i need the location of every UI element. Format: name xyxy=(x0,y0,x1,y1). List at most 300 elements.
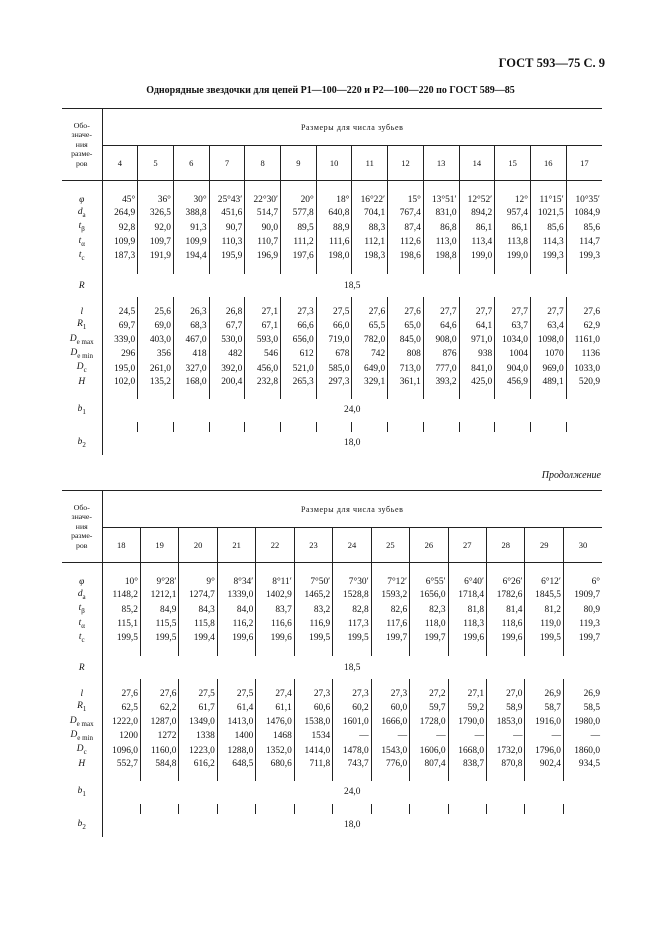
spacer xyxy=(138,389,174,399)
value-cell: 577,8 xyxy=(281,207,317,221)
value-cell: 117,3 xyxy=(333,618,371,632)
value-cell: 1796,0 xyxy=(525,744,563,758)
teeth-count: 26 xyxy=(410,528,448,563)
spacer-row xyxy=(62,563,602,578)
value-cell: 199,6 xyxy=(256,632,294,646)
value-cell: 782,0 xyxy=(352,334,388,348)
symbol-letter: D xyxy=(70,730,78,740)
common-value-row xyxy=(62,781,602,804)
common-value: 24,0 xyxy=(102,399,602,422)
value-cell: 68,3 xyxy=(173,319,209,333)
value-cell: — xyxy=(525,730,563,744)
value-cell: 552,7 xyxy=(102,759,140,771)
spacer xyxy=(530,181,566,196)
value-cell: 24,5 xyxy=(102,307,138,319)
value-cell: 704,1 xyxy=(352,207,388,221)
value-cell: 199,5 xyxy=(525,632,563,646)
row-symbol xyxy=(62,701,102,715)
value-cell: 36° xyxy=(138,195,174,207)
value-cell: 61,7 xyxy=(179,701,217,715)
value-cell: 7°30′ xyxy=(333,577,371,589)
value-cell: 530,0 xyxy=(209,334,245,348)
table-title: Однорядные звездочки для цепей Р1—100—220 и Р2—100—220 по ГОСТ 589—85 xyxy=(146,85,515,96)
value-cell: 1084,9 xyxy=(566,207,602,221)
value-cell: 90,0 xyxy=(245,221,281,235)
value-cell: 86,1 xyxy=(459,221,495,235)
symbol-letter: t xyxy=(78,250,82,260)
value-cell: 118,0 xyxy=(410,618,448,632)
spacer xyxy=(530,297,566,307)
value-cell: 1543,0 xyxy=(371,744,409,758)
value-cell: 64,6 xyxy=(423,319,459,333)
value-cell: 199,3 xyxy=(530,250,566,264)
spacer xyxy=(423,389,459,399)
value-cell: 30° xyxy=(173,195,209,207)
value-cell: 265,3 xyxy=(281,377,317,389)
spacer xyxy=(62,264,102,274)
spacer xyxy=(245,264,281,274)
teeth-count: 23 xyxy=(294,528,332,563)
value-cell: 1349,0 xyxy=(179,716,217,730)
value-cell: 845,0 xyxy=(388,334,424,348)
spacer xyxy=(256,646,294,656)
spacer xyxy=(281,264,317,274)
value-cell: 418 xyxy=(173,348,209,362)
value-cell: 6°12′ xyxy=(525,577,563,589)
value-cell: 191,9 xyxy=(138,250,174,264)
value-cell: 66,0 xyxy=(316,319,352,333)
symbol-subscript: 1 xyxy=(82,322,87,331)
value-cell: 1732,0 xyxy=(487,744,525,758)
value-cell: 329,1 xyxy=(352,377,388,389)
teeth-count: 6 xyxy=(173,146,209,181)
value-cell: 58,5 xyxy=(563,701,602,715)
spacer xyxy=(62,771,102,781)
value-cell: 482 xyxy=(209,348,245,362)
spacer xyxy=(62,679,102,689)
value-cell: 1222,0 xyxy=(102,716,140,730)
value-cell: 640,8 xyxy=(316,207,352,221)
value-cell: 89,5 xyxy=(281,221,317,235)
spacer xyxy=(102,264,138,274)
data-row xyxy=(62,250,602,264)
value-cell: 743,7 xyxy=(333,759,371,771)
page-header: ГОСТ 593—75 С. 9 xyxy=(498,56,605,70)
value-cell: 27,7 xyxy=(459,307,495,319)
value-cell: 1034,0 xyxy=(495,334,531,348)
spacer xyxy=(410,804,448,814)
value-cell: 938 xyxy=(459,348,495,362)
value-cell: 908,0 xyxy=(423,334,459,348)
spacer xyxy=(388,422,424,432)
spacer xyxy=(352,181,388,196)
value-cell: 232,8 xyxy=(245,377,281,389)
spacer xyxy=(316,181,352,196)
value-cell: 199,4 xyxy=(179,632,217,646)
spacer xyxy=(138,181,174,196)
common-value-row xyxy=(62,656,602,679)
spacer xyxy=(62,563,102,578)
value-cell: 26,9 xyxy=(525,689,563,701)
spacer xyxy=(333,804,371,814)
symbol-subscript: a xyxy=(82,210,86,219)
value-cell: 1860,0 xyxy=(563,744,602,758)
value-cell: 115,5 xyxy=(140,618,178,632)
value-cell: 1352,0 xyxy=(256,744,294,758)
value-cell: 27,7 xyxy=(423,307,459,319)
value-cell: 88,9 xyxy=(316,221,352,235)
data-row xyxy=(62,307,602,319)
spacer xyxy=(352,389,388,399)
symbol-subscript: c xyxy=(83,748,87,757)
spacer-row xyxy=(62,297,602,307)
value-cell: 59,7 xyxy=(410,701,448,715)
row-symbol xyxy=(62,744,102,758)
value-cell: 339,0 xyxy=(102,334,138,348)
common-value: 18,0 xyxy=(102,432,602,455)
symbol-letter: t xyxy=(78,617,82,628)
value-cell: 451,6 xyxy=(209,207,245,221)
value-cell: 1728,0 xyxy=(410,716,448,730)
row-symbol xyxy=(62,362,102,376)
value-cell: 6° xyxy=(563,577,602,589)
value-cell: 60,2 xyxy=(333,701,371,715)
value-cell: 102,0 xyxy=(102,377,138,389)
spacer xyxy=(294,771,332,781)
symbol-subscript: e min xyxy=(77,351,94,360)
spacer xyxy=(448,771,486,781)
value-cell: 514,7 xyxy=(245,207,281,221)
spacer xyxy=(102,389,138,399)
spacer xyxy=(352,264,388,274)
data-row xyxy=(62,603,602,617)
teeth-count: 17 xyxy=(566,146,602,181)
data-row xyxy=(62,701,602,715)
value-cell: — xyxy=(371,730,409,744)
value-cell: 88,3 xyxy=(352,221,388,235)
common-value: 18,5 xyxy=(102,656,602,679)
value-cell: 65,0 xyxy=(388,319,424,333)
value-cell: 361,1 xyxy=(388,377,424,389)
value-cell: 64,1 xyxy=(459,319,495,333)
value-cell: 111,2 xyxy=(281,236,317,250)
value-cell: 110,3 xyxy=(209,236,245,250)
value-cell: 109,9 xyxy=(102,236,138,250)
value-cell: 84,3 xyxy=(179,603,217,617)
spacer xyxy=(102,297,138,307)
spacer xyxy=(102,771,140,781)
value-cell: 85,2 xyxy=(102,603,140,617)
data-row xyxy=(62,759,602,771)
value-cell: 9° xyxy=(179,577,217,589)
spacer xyxy=(566,181,602,196)
value-cell: 649,0 xyxy=(352,362,388,376)
spacer-row xyxy=(62,679,602,689)
value-cell: 25°43′ xyxy=(209,195,245,207)
value-cell: 719,0 xyxy=(316,334,352,348)
value-cell: 1288,0 xyxy=(217,744,255,758)
value-cell: 199,0 xyxy=(495,250,531,264)
value-cell: 198,6 xyxy=(388,250,424,264)
spacer xyxy=(245,422,281,432)
spacer xyxy=(217,563,255,578)
value-cell: 841,0 xyxy=(459,362,495,376)
data-row xyxy=(62,334,602,348)
value-cell: 971,0 xyxy=(459,334,495,348)
common-value: 18,5 xyxy=(102,274,602,297)
value-cell: 196,9 xyxy=(245,250,281,264)
symbol-letter: R xyxy=(78,662,85,673)
teeth-count: 7 xyxy=(209,146,245,181)
spacer xyxy=(140,804,178,814)
teeth-count: 27 xyxy=(448,528,486,563)
spacer xyxy=(333,563,371,578)
symbol-subscript: α xyxy=(81,239,85,248)
value-cell: 296 xyxy=(102,348,138,362)
spacer xyxy=(371,679,409,689)
teeth-count: 15 xyxy=(495,146,531,181)
spacer xyxy=(316,422,352,432)
row-symbol xyxy=(62,195,102,207)
value-cell: 84,0 xyxy=(217,603,255,617)
value-cell: 1098,0 xyxy=(530,334,566,348)
spacer xyxy=(410,771,448,781)
value-cell: 113,0 xyxy=(423,236,459,250)
row-symbol xyxy=(62,759,102,771)
spacer xyxy=(62,181,102,196)
value-cell: 118,3 xyxy=(448,618,486,632)
value-cell: 456,0 xyxy=(245,362,281,376)
value-cell: 1666,0 xyxy=(371,716,409,730)
data-row xyxy=(62,689,602,701)
spacer xyxy=(459,181,495,196)
spacer xyxy=(388,181,424,196)
common-value: 24,0 xyxy=(102,781,602,804)
value-cell: 85,6 xyxy=(530,221,566,235)
value-cell: — xyxy=(563,730,602,744)
teeth-count: 4 xyxy=(102,146,138,181)
spacer xyxy=(566,297,602,307)
spacer xyxy=(62,389,102,399)
value-cell: 27,1 xyxy=(245,307,281,319)
row-symbol xyxy=(62,689,102,701)
row-symbol xyxy=(62,716,102,730)
value-cell: 26,8 xyxy=(209,307,245,319)
spacer xyxy=(410,646,448,656)
value-cell: 1468 xyxy=(256,730,294,744)
value-cell: 111,6 xyxy=(316,236,352,250)
spacer xyxy=(448,563,486,578)
symbol-letter: D xyxy=(70,348,78,358)
value-cell: 1476,0 xyxy=(256,716,294,730)
value-cell: 838,7 xyxy=(448,759,486,771)
spacer-row xyxy=(62,771,602,781)
value-cell: 27,2 xyxy=(410,689,448,701)
value-cell: 403,0 xyxy=(138,334,174,348)
value-cell: 1021,5 xyxy=(530,207,566,221)
teeth-count: 12 xyxy=(388,146,424,181)
teeth-count: 24 xyxy=(333,528,371,563)
continuation-label: Продолжение xyxy=(541,470,601,481)
value-cell: 1096,0 xyxy=(102,744,140,758)
value-cell: 91,3 xyxy=(173,221,209,235)
symbol-subscript: e max xyxy=(76,719,94,728)
value-cell: 392,0 xyxy=(209,362,245,376)
spacer xyxy=(423,422,459,432)
symbol-subscript: a xyxy=(82,592,86,601)
value-cell: 83,2 xyxy=(294,603,332,617)
value-cell: 116,9 xyxy=(294,618,332,632)
spacer xyxy=(256,679,294,689)
value-cell: 10° xyxy=(102,577,140,589)
value-cell: 27,3 xyxy=(371,689,409,701)
dimension-table xyxy=(62,108,602,455)
common-value-row xyxy=(62,432,602,455)
value-cell: 15° xyxy=(388,195,424,207)
value-cell: 1718,4 xyxy=(448,589,486,603)
value-cell: 904,0 xyxy=(495,362,531,376)
value-cell: 297,3 xyxy=(316,377,352,389)
value-cell: 110,7 xyxy=(245,236,281,250)
value-cell: 27,7 xyxy=(530,307,566,319)
spacer xyxy=(459,264,495,274)
value-cell: 1601,0 xyxy=(333,716,371,730)
value-cell: 62,2 xyxy=(140,701,178,715)
spacer xyxy=(530,422,566,432)
value-cell: 1790,0 xyxy=(448,716,486,730)
value-cell: 86,1 xyxy=(495,221,531,235)
row-symbol xyxy=(62,319,102,333)
value-cell: 12°52′ xyxy=(459,195,495,207)
value-cell: 27,6 xyxy=(102,689,140,701)
value-cell: 25,6 xyxy=(138,307,174,319)
spacer xyxy=(495,181,531,196)
teeth-count: 8 xyxy=(245,146,281,181)
spacer xyxy=(530,264,566,274)
value-cell: 1606,0 xyxy=(410,744,448,758)
value-cell: 59,2 xyxy=(448,701,486,715)
value-cell: 902,4 xyxy=(525,759,563,771)
row-symbol xyxy=(62,781,102,804)
value-cell: 199,5 xyxy=(333,632,371,646)
spacer xyxy=(245,297,281,307)
value-cell: 119,0 xyxy=(525,618,563,632)
spacer xyxy=(179,646,217,656)
value-cell: 393,2 xyxy=(423,377,459,389)
value-cell: 808 xyxy=(388,348,424,362)
value-cell: 118,6 xyxy=(487,618,525,632)
common-value-row xyxy=(62,274,602,297)
value-cell: 109,7 xyxy=(138,236,174,250)
value-cell: 63,4 xyxy=(530,319,566,333)
value-cell: 199,6 xyxy=(487,632,525,646)
spacer xyxy=(525,563,563,578)
symbol-subscript: 1 xyxy=(82,789,86,798)
spacer xyxy=(209,297,245,307)
symbol-subscript: 1 xyxy=(82,407,86,416)
symbol-letter: D xyxy=(76,744,84,755)
spacer xyxy=(138,422,174,432)
spacer xyxy=(256,804,294,814)
value-cell: 18° xyxy=(316,195,352,207)
spacer xyxy=(333,679,371,689)
spacer-row xyxy=(62,264,602,274)
row-symbol xyxy=(62,377,102,389)
value-cell: 264,9 xyxy=(102,207,138,221)
value-cell: 1528,8 xyxy=(333,589,371,603)
value-cell: 831,0 xyxy=(423,207,459,221)
value-cell: 63,7 xyxy=(495,319,531,333)
value-cell: 113,8 xyxy=(495,236,531,250)
spacer xyxy=(138,264,174,274)
spacer xyxy=(179,563,217,578)
row-symbol xyxy=(62,221,102,235)
value-cell: 1223,0 xyxy=(179,744,217,758)
spacer xyxy=(410,679,448,689)
data-row xyxy=(62,589,602,603)
spacer xyxy=(388,389,424,399)
value-cell: 957,4 xyxy=(495,207,531,221)
data-row xyxy=(62,348,602,362)
spacer xyxy=(423,297,459,307)
value-cell: 546 xyxy=(245,348,281,362)
value-cell: 1160,0 xyxy=(140,744,178,758)
data-row xyxy=(62,632,602,646)
value-cell: 92,8 xyxy=(102,221,138,235)
value-cell: 60,0 xyxy=(371,701,409,715)
value-cell: 1980,0 xyxy=(563,716,602,730)
value-cell: 26,9 xyxy=(563,689,602,701)
value-cell: 27,6 xyxy=(140,689,178,701)
spacer xyxy=(179,804,217,814)
value-cell: 117,6 xyxy=(371,618,409,632)
row-symbol xyxy=(62,618,102,632)
row-symbol xyxy=(62,814,102,837)
row-symbol xyxy=(62,577,102,589)
spacer xyxy=(138,297,174,307)
spacer xyxy=(333,646,371,656)
value-cell: 168,0 xyxy=(173,377,209,389)
value-cell: 87,4 xyxy=(388,221,424,235)
value-cell: 648,5 xyxy=(217,759,255,771)
spacer xyxy=(217,804,255,814)
teeth-count: 30 xyxy=(563,528,602,563)
spacer xyxy=(217,679,255,689)
value-cell: 199,5 xyxy=(294,632,332,646)
dimension-table xyxy=(62,490,602,837)
spacer xyxy=(371,771,409,781)
value-cell: 767,4 xyxy=(388,207,424,221)
data-row xyxy=(62,221,602,235)
value-cell: 584,8 xyxy=(140,759,178,771)
spacer xyxy=(563,679,602,689)
symbol-subscript: e min xyxy=(77,733,94,742)
data-row xyxy=(62,362,602,376)
value-cell: 6°26′ xyxy=(487,577,525,589)
value-cell: 1212,1 xyxy=(140,589,178,603)
spacer xyxy=(423,181,459,196)
value-cell: 11°15′ xyxy=(530,195,566,207)
teeth-count: 14 xyxy=(459,146,495,181)
value-cell: 489,1 xyxy=(530,377,566,389)
value-cell: — xyxy=(333,730,371,744)
data-row xyxy=(62,207,602,221)
row-symbol xyxy=(62,656,102,679)
row-symbol xyxy=(62,236,102,250)
value-cell: 199,7 xyxy=(410,632,448,646)
spacer xyxy=(495,297,531,307)
spacer xyxy=(563,771,602,781)
